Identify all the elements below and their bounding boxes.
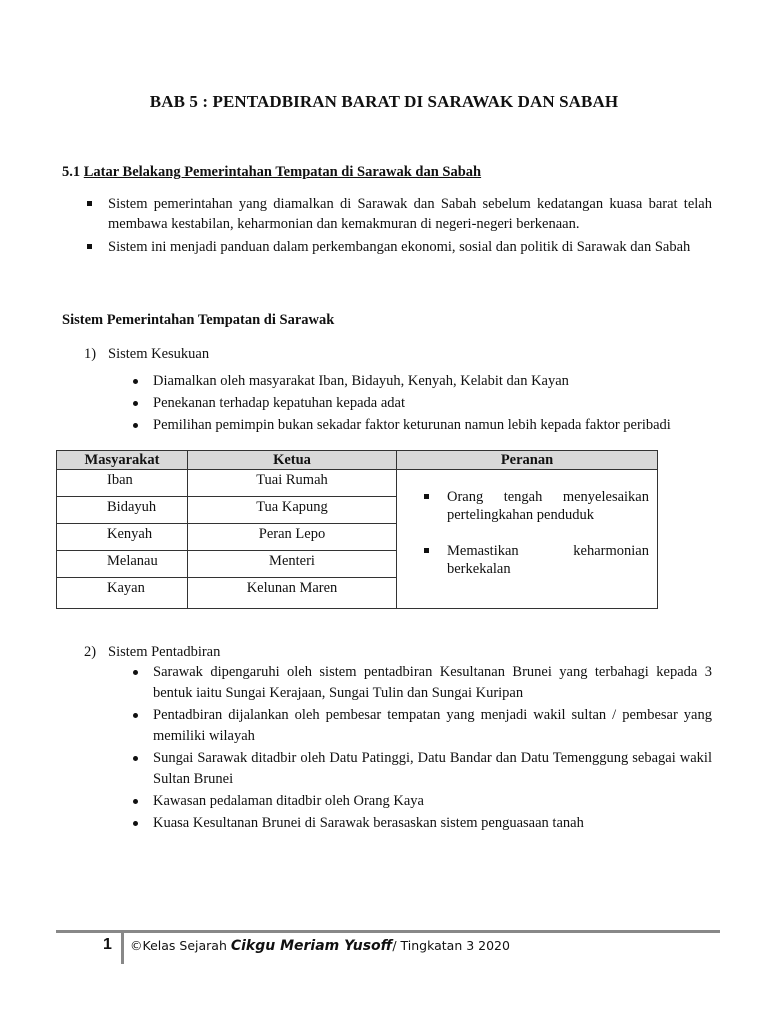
part1-title: Sistem Kesukuan (108, 346, 210, 362)
intro-list (62, 194, 712, 260)
cell-peranan (397, 470, 658, 609)
header-peranan: Peranan (397, 451, 658, 470)
section-number: 5.1 (62, 164, 81, 180)
peranan-item (397, 542, 649, 578)
header-ketua: Ketua (188, 451, 397, 470)
list-item: Pemilihan pemimpin bukan sekadar faktor keturunan namun lebih kepada faktor peribadi (84, 415, 712, 436)
peranan-item (397, 488, 649, 524)
intro-point: Sistem ini menjadi panduan dalam perkembangan ekonomi, sosial dan politik di Sarawak dan Sabah (62, 237, 712, 257)
page-number: 1 (103, 936, 112, 953)
peranan-line: Orang tengah menyelesaikan (447, 489, 649, 505)
part1-number: 1) (84, 346, 97, 362)
peranan-line: berkekalan (447, 561, 511, 577)
section-heading (62, 164, 481, 181)
cell-masyarakat: Bidayuh (57, 497, 188, 524)
section-title: Latar Belakang Pemerintahan Tempatan di Sarawak dan Sabah (83, 164, 482, 180)
leaders-table (56, 450, 658, 609)
part2-heading (84, 644, 220, 661)
header-masyarakat: Masyarakat (57, 451, 188, 470)
list-item: Kuasa Kesultanan Brunei di Sarawak berasaskan sistem penguasaan tanah (84, 813, 712, 834)
list-item: Penekanan terhadap kepatuhan kepada adat (84, 393, 712, 414)
subheading: Sistem Pemerintahan Tempatan di Sarawak (62, 312, 335, 328)
list-item: Sarawak dipengaruhi oleh sistem pentadbiran Kesultanan Brunei yang terbahagi kepada 3 bentuk iaitu Sungai Kerajaan, Sungai Tulin dan Sungai Kuripan (84, 662, 712, 704)
table-header-row (57, 451, 658, 470)
cell-ketua: Peran Lepo (188, 524, 397, 551)
list-item: Diamalkan oleh masyarakat Iban, Bidayuh, Kenyah, Kelabit dan Kayan (84, 371, 712, 392)
part2-number: 2) (84, 644, 97, 660)
table-row (57, 470, 658, 497)
part2-title: Sistem Pentadbiran (108, 644, 221, 660)
footer-suffix: / Tingkatan 3 2020 (392, 938, 510, 953)
cell-ketua: Menteri (188, 551, 397, 578)
cell-masyarakat: Kayan (57, 578, 188, 609)
list-item: Sungai Sarawak ditadbir oleh Datu Patinggi, Datu Bandar dan Datu Temenggung sebagai wakil Sultan Brunei (84, 748, 712, 790)
part1-list (84, 371, 712, 437)
footer-vertical-divider (121, 932, 124, 964)
peranan-line: pertelingkahan penduduk (447, 507, 594, 523)
part2-list (84, 662, 712, 835)
footer-divider (56, 930, 720, 933)
cell-ketua: Kelunan Maren (188, 578, 397, 609)
cell-masyarakat: Melanau (57, 551, 188, 578)
cell-ketua: Tua Kapung (188, 497, 397, 524)
peranan-list (397, 488, 649, 578)
footer-credit (130, 938, 510, 954)
part1-heading (84, 346, 209, 363)
cell-ketua: Tuai Rumah (188, 470, 397, 497)
footer-prefix: ©Kelas Sejarah (130, 938, 231, 953)
list-item: Pentadbiran dijalankan oleh pembesar tempatan yang menjadi wakil sultan / pembesar yang memiliki wilayah (84, 705, 712, 747)
list-item: Kawasan pedalaman ditadbir oleh Orang Kaya (84, 791, 712, 812)
peranan-line: Memastikan keharmonian (447, 543, 649, 559)
cell-masyarakat: Iban (57, 470, 188, 497)
intro-point: Sistem pemerintahan yang diamalkan di Sarawak dan Sabah sebelum kedatangan kuasa barat telah membawa kestabilan, keharmonian dan kemakmuran di negeri-negeri berkenaan. (62, 194, 712, 234)
cell-masyarakat: Kenyah (57, 524, 188, 551)
footer-author: Cikgu Meriam Yusoff (230, 938, 393, 954)
page-title: BAB 5 : PENTADBIRAN BARAT DI SARAWAK DAN SABAH (149, 92, 619, 111)
